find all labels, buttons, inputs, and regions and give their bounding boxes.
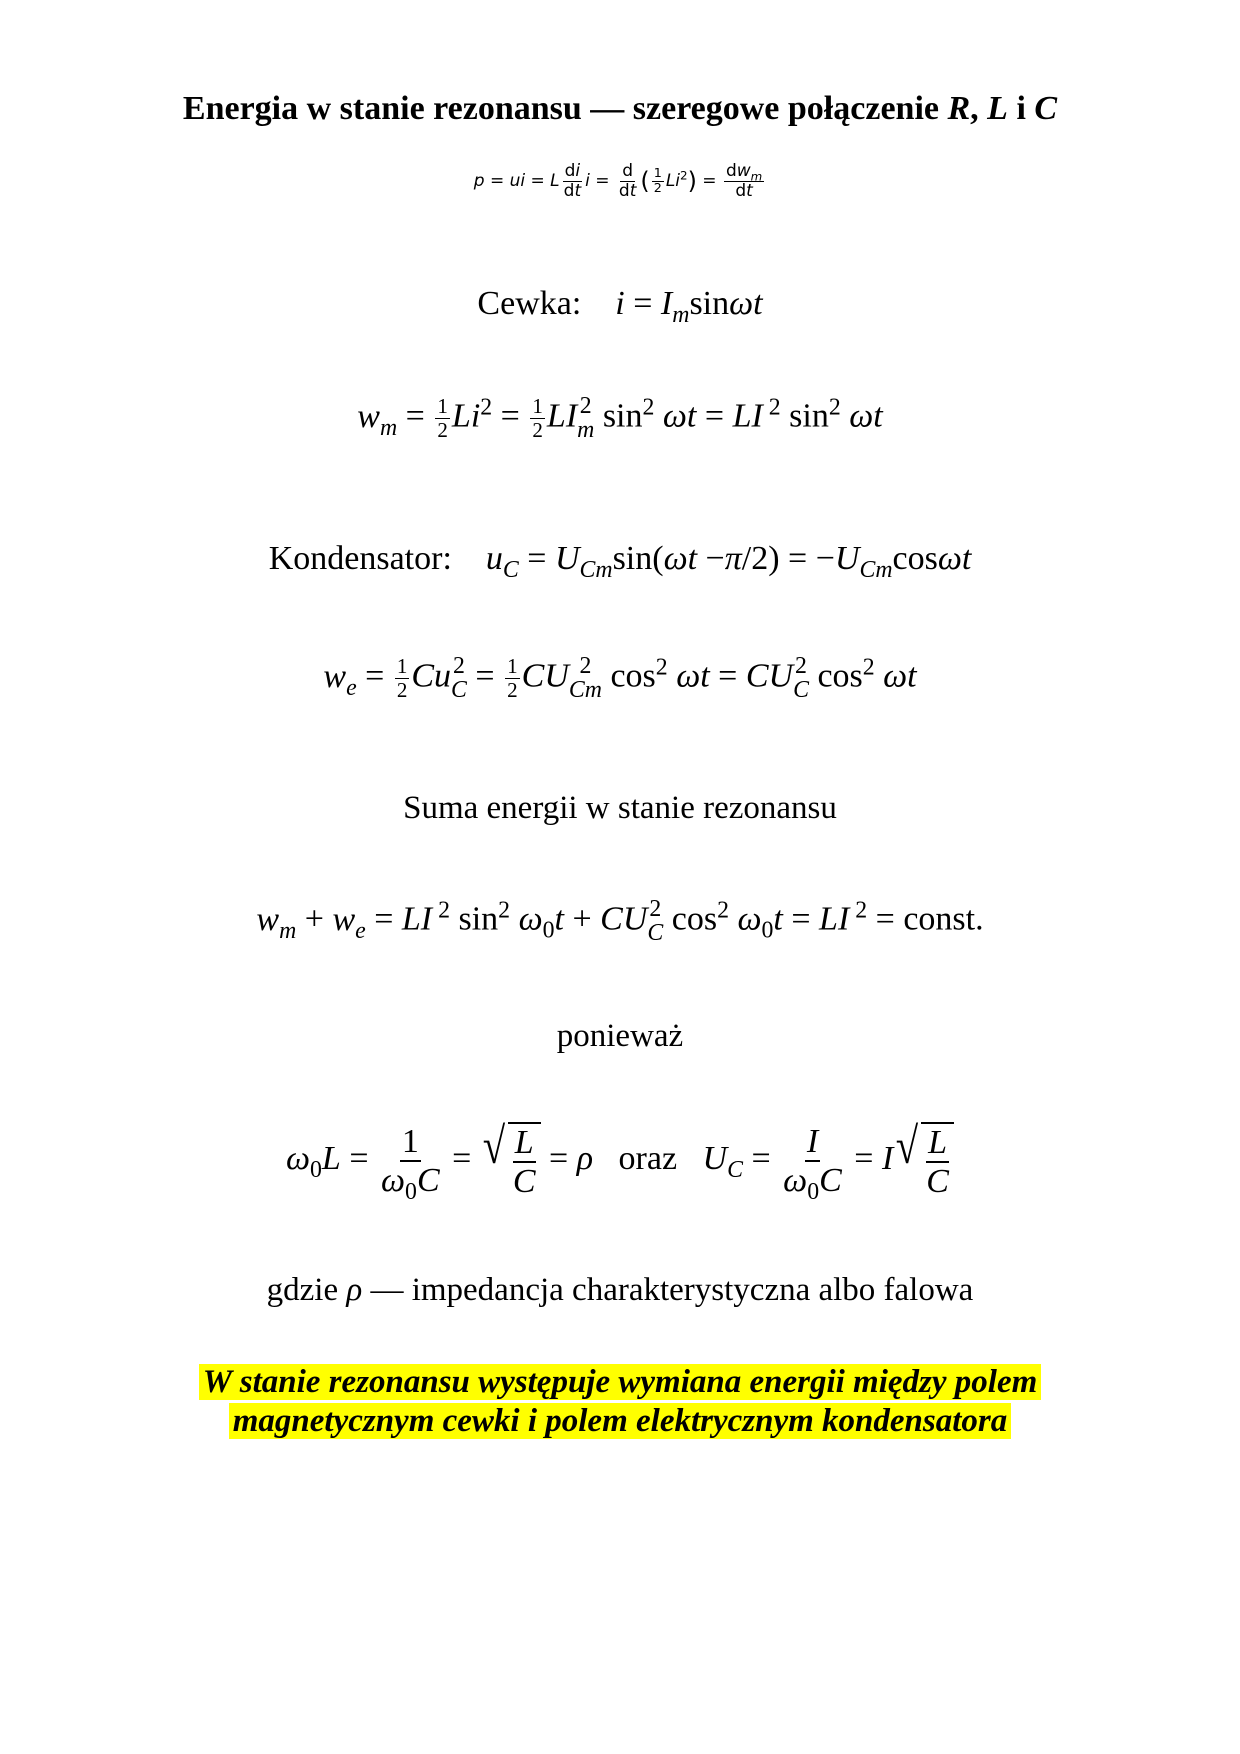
- const-word: const.: [903, 900, 984, 938]
- gdzie-prefix: gdzie: [266, 1272, 339, 1308]
- cewka-label: Cewka:: [477, 285, 582, 322]
- gdzie-line: [0, 1272, 1240, 1309]
- title-and: i: [1007, 90, 1035, 127]
- page-title: [0, 90, 1240, 128]
- highlight-text-1: W stanie rezonansu występuje wymiana energii między polem: [199, 1364, 1042, 1400]
- title-text: Energia w stanie rezonansu — szeregowe połączenie: [182, 90, 948, 127]
- electric-energy-formula: $w_e$ = $\frac{1}{2}$ Cu 2 C = $\frac{1}{2}$ CU 2 Cm $\cos^2 \omega t$ = CU 2 C $\cos^2 \omega t$: [323, 653, 917, 703]
- resonance-relations-formula: $\omega_0L$ = $\frac{1}{\omega_0C}$ = √ $\frac{L}{C}$ = ρ oraz $U_C$ = $\frac{I}{\omega_0C}$ = I √ $\frac{L}{C}$: [0, 1122, 1240, 1201]
- capacitor-voltage-line: Kondensator: $u_C = U_{Cm}\sin(\omega t -\pi/2) = -U_{Cm}\cos\omega t$: [268, 540, 972, 583]
- gdzie-rho: ρ: [346, 1272, 363, 1308]
- highlight-line-1: [0, 1364, 1240, 1401]
- sum-label: Suma energii w stanie rezonansu: [403, 790, 837, 826]
- gdzie-text: — impedancja charakterystyczna albo falowa: [370, 1272, 974, 1308]
- power-formula: p = ui = L $\frac{di}{dt}$ i = $\frac{d}{dt}$ ( $\frac{1}{2}$ $Li^2$) = $\frac{dw_m}{dt}$: [473, 161, 763, 201]
- energy-sum-formula: $w_m + w_e$ = LI $^2$ $\sin^2 \omega_0t$ + CU 2 C $\cos^2 \omega_0t$ = LI $^2$ = const.: [256, 896, 984, 946]
- title-var-r: R: [947, 90, 971, 127]
- highlight-line-2: [0, 1403, 1240, 1440]
- poniewaz-label: ponieważ: [556, 1018, 684, 1054]
- title-var-l: L: [987, 90, 1008, 127]
- magnetic-energy-formula: $w_m$ = $\frac{1}{2}$ $Li^2$ = $\frac{1}{2}$ LI 2 m $\sin^2 \omega t$ = LI $^2$ $\sin^2 \omega t$: [357, 393, 883, 443]
- highlight-text-2: magnetycznym cewki i polem elektrycznym kondensatora: [229, 1403, 1012, 1439]
- kondensator-label: Kondensator:: [268, 540, 452, 577]
- coil-current-line: Cewka: $i = I_m\sin\omega t$: [477, 285, 763, 328]
- title-comma: ,: [970, 90, 988, 127]
- title-var-c: C: [1034, 90, 1058, 127]
- oraz-label: oraz: [618, 1140, 678, 1178]
